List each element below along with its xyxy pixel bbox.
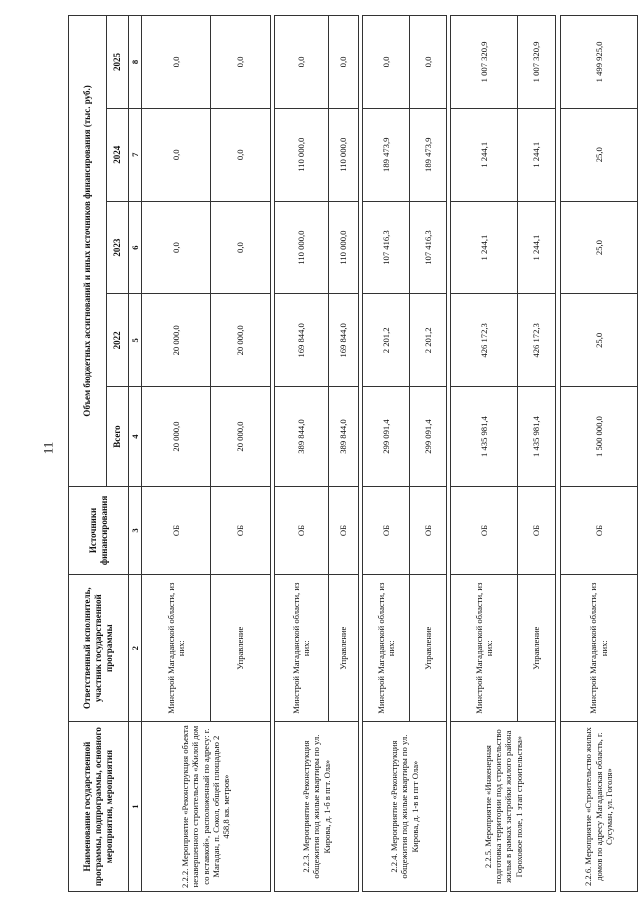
column-number: 8	[129, 16, 142, 109]
executor-cell: Минстрой Магаданской области, из них:	[363, 575, 410, 722]
year-cell: 1 244,1	[517, 108, 556, 201]
year-cell: 25,0	[560, 108, 637, 201]
year-cell: 189 473,9	[410, 108, 447, 201]
column-number: 2	[129, 575, 142, 722]
header-executor: Ответственный исполнитель, участник государственной программы	[69, 575, 129, 722]
page-number: 11	[40, 441, 56, 455]
total-cell: 1 435 981,4	[517, 387, 556, 487]
column-number: 4	[129, 387, 142, 487]
year-cell: 0,0	[210, 201, 270, 294]
total-cell: 299 091,4	[363, 387, 410, 487]
column-number: 3	[129, 486, 142, 574]
rotated-page	[60, 0, 640, 892]
header-year: 2025	[107, 16, 129, 109]
year-cell: 0,0	[275, 16, 329, 109]
year-cell: 25,0	[560, 201, 637, 294]
year-cell: 0,0	[142, 201, 211, 294]
year-cell: 2 201,2	[363, 294, 410, 387]
year-cell: 25,0	[560, 294, 637, 387]
executor-cell: Минстрой Магаданской области, из них:	[451, 575, 518, 722]
executor-cell: Минстрой Магаданской области, из них:	[560, 575, 637, 722]
executor-cell: Управление	[328, 575, 358, 722]
activity-name: 2.2.5. Мероприятие «Инженерная подготовка территории под строительство жилья в рамках застройки жилого района Гороховое поле, 1 этап строительства»	[451, 722, 556, 892]
year-cell: 107 416,3	[410, 201, 447, 294]
source-cell: ОБ	[142, 486, 211, 574]
total-cell: 1 500 000,0	[560, 387, 637, 487]
year-cell: 0,0	[363, 16, 410, 109]
year-cell: 1 499 925,0	[560, 16, 637, 109]
year-cell: 20 000,0	[210, 294, 270, 387]
executor-cell: Управление	[210, 575, 270, 722]
source-cell: ОБ	[517, 486, 556, 574]
activity-name: 2.2.2. Мероприятие «Реконструкция объекта незавершенного строительства «Жилой дом со вставкой», расположенный по адресу: г. Магадан, п. Сокол, общей площадью 2 458,8 кв. метров»	[142, 722, 271, 892]
year-cell: 0,0	[142, 108, 211, 201]
year-cell: 0,0	[210, 16, 270, 109]
header-year: 2023	[107, 201, 129, 294]
total-cell: 299 091,4	[410, 387, 447, 487]
year-cell: 0,0	[410, 16, 447, 109]
activity-name: 2.2.4. Мероприятие «Реконструкция общежития под жилые квартиры по ул. Кирова, д. 1-в в пгт Ола»	[363, 722, 447, 892]
year-cell: 110 000,0	[275, 201, 329, 294]
total-cell: 389 844,0	[328, 387, 358, 487]
header-total: Всего	[107, 387, 129, 487]
year-cell: 1 244,1	[517, 201, 556, 294]
activity-name: 2.2.3. Мероприятие «Реконструкция общежития под жилые квартиры по ул. Кирова, д. 1-б в пгт. Ола»	[275, 722, 359, 892]
executor-cell: Управление	[410, 575, 447, 722]
column-number: 6	[129, 201, 142, 294]
source-cell: ОБ	[363, 486, 410, 574]
year-cell: 2 201,2	[410, 294, 447, 387]
year-cell: 169 844,0	[328, 294, 358, 387]
header-year: 2022	[107, 294, 129, 387]
year-cell: 169 844,0	[275, 294, 329, 387]
year-cell: 20 000,0	[142, 294, 211, 387]
header-source: Источники финансирования	[69, 486, 129, 574]
year-cell: 0,0	[328, 16, 358, 109]
executor-cell: Минстрой Магаданской области, из них:	[142, 575, 211, 722]
year-cell: 0,0	[210, 108, 270, 201]
year-cell: 107 416,3	[363, 201, 410, 294]
year-cell: 0,0	[142, 16, 211, 109]
source-cell: ОБ	[451, 486, 518, 574]
executor-cell: Минстрой Магаданской области, из них:	[275, 575, 329, 722]
year-cell: 1 244,1	[451, 108, 518, 201]
total-cell: 20 000,0	[142, 387, 211, 487]
year-cell: 1 007 320,9	[451, 16, 518, 109]
year-cell: 189 473,9	[363, 108, 410, 201]
column-number: 7	[129, 108, 142, 201]
year-cell: 426 172,3	[451, 294, 518, 387]
budget-table	[68, 15, 638, 892]
source-cell: ОБ	[210, 486, 270, 574]
source-cell: ОБ	[410, 486, 447, 574]
total-cell: 20 000,0	[210, 387, 270, 487]
total-cell: 389 844,0	[275, 387, 329, 487]
year-cell: 110 000,0	[328, 201, 358, 294]
year-cell: 1 244,1	[451, 201, 518, 294]
executor-cell: Управление	[517, 575, 556, 722]
column-number: 5	[129, 294, 142, 387]
header-name: Наименование государственной программы, подпрограммы, основного мероприятия, мероприятия	[69, 722, 129, 892]
year-cell: 1 007 320,9	[517, 16, 556, 109]
source-cell: ОБ	[328, 486, 358, 574]
total-cell: 1 435 981,4	[451, 387, 518, 487]
year-cell: 110 000,0	[275, 108, 329, 201]
activity-name: 2.2.6. Мероприятие «Строительство жилых домов по адресу Магаданская область, г. Сусуман, ул. Гоголя»	[560, 722, 637, 892]
column-number: 1	[129, 722, 142, 892]
source-cell: ОБ	[560, 486, 637, 574]
year-cell: 110 000,0	[328, 108, 358, 201]
header-year: 2024	[107, 108, 129, 201]
source-cell: ОБ	[275, 486, 329, 574]
header-volume: Объем бюджетных ассигнований и иных источников финансирования (тыс. руб.)	[69, 16, 107, 487]
year-cell: 426 172,3	[517, 294, 556, 387]
